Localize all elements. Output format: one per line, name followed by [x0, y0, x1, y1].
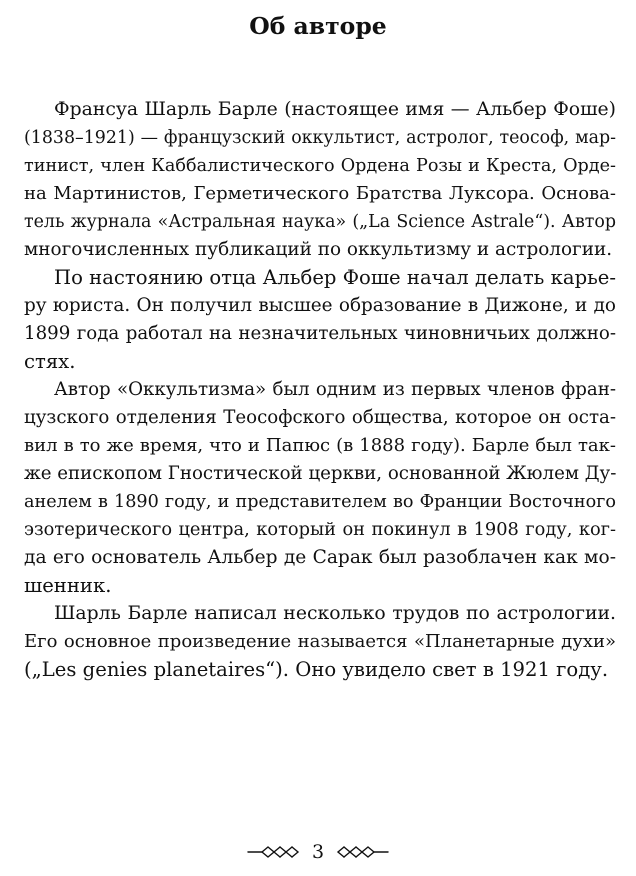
text-line: да его основатель Альбер де Сарак был разоблачен как мо- [24, 547, 616, 568]
text-line: Его основное произведение называется «Планетарные духи» [24, 631, 616, 652]
text-line: вил в то же время, что и Папюс (в 1888 году). Барле был так- [24, 435, 616, 456]
page-footer [0, 840, 636, 864]
text-line: шенник. [24, 574, 112, 597]
text-line: анелем в 1890 году, и представителем во Франции Восточного [24, 492, 616, 512]
page-title: Об авторе [249, 12, 387, 40]
left-flourish-icon [246, 844, 300, 860]
text-line: многочисленных публикаций по оккультизму и астрологии. [24, 239, 613, 260]
text-line: Автор «Оккультизма» был одним из первых членов фран- [54, 379, 616, 400]
text-line: цузского отделения Теософского общества, которое он оста- [24, 407, 616, 428]
right-flourish-icon [336, 844, 390, 860]
text-line: стях. [24, 350, 76, 373]
text-line: 1899 года работал на незначительных чиновничьих должно- [24, 323, 616, 344]
text-line: же епископом Гностической церкви, основанной Жюлем Ду- [24, 463, 617, 484]
text-line: ру юриста. Он получил высшее образование в Дижоне, и до [24, 295, 616, 316]
text-line: Шарль Барле написал несколько трудов по астрологии. [54, 603, 616, 624]
text-line: эзотерического центра, который он покинул в 1908 году, ког- [24, 519, 616, 540]
text-line: По настоянию отца Альбер Фоше начал делать карье- [54, 266, 616, 289]
text-line: („Les genies planetaires“). Оно увидело свет в 1921 году. [24, 658, 609, 681]
text-line: Франсуа Шарль Барле (настоящее имя — Альбер Фоше) [54, 99, 616, 120]
text-line: тель журнала «Астральная наука» („La Science Astrale“). Автор [24, 212, 616, 232]
text-line: (1838–1921) — французский оккультист, астролог, теософ, мар- [24, 128, 616, 148]
text-line: на Мартинистов, Герметического Братства Луксора. Основа- [24, 183, 616, 204]
body-text [24, 96, 616, 684]
page-number: 3 [311, 841, 325, 863]
text-line: тинист, член Каббалистического Ордена Розы и Креста, Орде- [24, 156, 616, 176]
